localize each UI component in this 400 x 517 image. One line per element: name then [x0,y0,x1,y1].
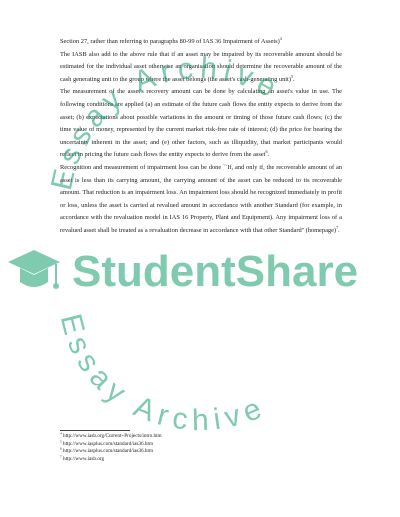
footnote-4: $^4$ http://www.iasb.org/Current+Projects/intro.htm [60,431,162,439]
footnote-link[interactable]: http://www.iasb.org/Current+Projects/intro.htm [63,433,162,439]
graduation-cap-icon [8,250,60,289]
footnote-divider [60,430,130,431]
watermark-arc-top: Essay Archive [45,51,288,194]
footnote-5: $^5$ http://www.iasplus.com/standard/ias36.htm [60,438,154,447]
footnote-link[interactable]: http://www.iasplus.com/standard/ias36.htm [63,448,154,455]
footnote-ref-6[interactable]: 6 [265,149,268,155]
footnote-ref-7[interactable]: 7 [336,224,339,230]
footnote-7: $^7$ http://www.iasb.org [60,454,105,462]
body-text [60,36,342,238]
footnote-ref-4[interactable]: 4 [279,35,282,41]
footnote-6: $^6$ http://www.iasplus.com/standard/ias36.htm [60,446,154,455]
watermark-brand: StudentShare [72,247,359,296]
footnote-link[interactable]: http://www.iasb.org [63,455,105,462]
footnote-link[interactable]: http://www.iasplus.com/standard/ias36.htm [63,440,154,447]
footnotes [60,430,342,463]
paragraph-3: The measurement of the asset's recovery amount can be done by calculating an asset's value in use. The following conditions are applied (a) an estimate of the future cash flows the entity expects to derive from the asset; (b) expectations about possible variations in the amount or timing of those future cash flows; (c) the time value of money, represented by the current market risk-free rate of interest; (d) the price for bearing the uncertainty inherent in the asset; and (e) other factors, such as illiquidity, that market participants would reflect in pricing the future cash flows the entity expects to derive from the asset$^6$. [60,88,342,159]
paragraph-4: Recognition and measurement of impairment loss can be done ``If, and only if, the recoverable amount of an asset is less than its carrying amount, the carrying amount of the asset can be reduced to its recoverable amount. That reduction is an impairment loss. An impairment loss should be recognized immediately in profit or loss, unless the asset is carried at revalued amount in accordance with another Standard (for example, in accordance with the revaluation model in IAS 16 Property, Plant and Equipment). Any impairment loss of a revalued asset shall be treated as a revaluation decrease in accordance with that other Standard'' (homepage)$^7$. [60,163,342,234]
watermark-arc-bottom: Essay Archive [53,310,272,438]
paragraph-1: Section 27, rather than referring to paragraphs 80-99 of IAS 36 Impairment of Assets)$^4$ [60,35,282,45]
footnote-ref-5[interactable]: 5 [290,73,293,79]
paragraph-2: The IASB also add to the above rule that if an asset may be impaired by its recoverable amount should be estimated for the individual asset otherwise an organisation should determine the recoverable amount of the cash generating unit to the group where the asset belongs (the asset's cash-generating unit)$^5$. [60,50,342,83]
